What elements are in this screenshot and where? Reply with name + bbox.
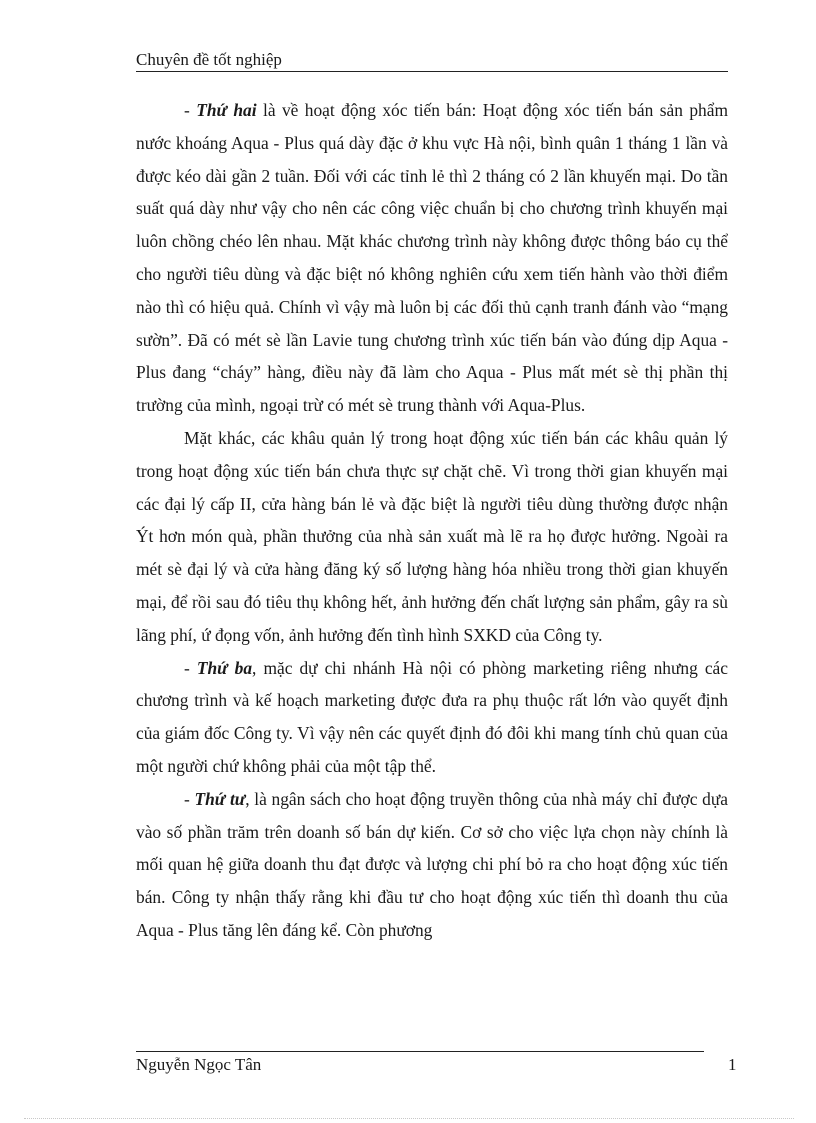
footer-rule [136,1051,704,1052]
paragraph-prefix: - [184,657,197,678]
page-number: 1 [728,1055,737,1074]
footer-author: Nguyễn Ngọc Tân [136,1055,262,1074]
body-text [136,94,728,947]
paragraph-thu-tu [136,783,728,947]
paragraph-lead: Thứ ba [196,657,253,678]
paragraph-prefix: - [184,100,197,120]
header-rule [136,71,728,72]
paragraph-lead: Thứ tư [194,788,246,809]
paragraph-thu-ba [136,652,728,783]
paragraph-text: Mặt khác, các khâu quản lý trong hoạt động xúc tiến bán các khâu quản lý trong hoạt động xúc tiến bán chưa thực sự chặt chẽ. Vì trong thời gian khuyến mại các đại lý cấp II, cửa hàng bán lẻ và đặc biệt là người tiêu dùng thường được nhận Ýt hơn món quà, phần thưởng của nhà sản xuất mà lẽ ra họ được hưởng. Ngoài ra mét sè đại lý và cửa hàng đăng ký số lượng hàng hóa nhiều trong thời gian khuyến mại, để rồi sau đó tiêu thụ không hết, ảnh hưởng đến chất lượng sản phẩm, gây ra sù lãng phí, ứ đọng vốn, ảnh hưởng đến tình hình SXKD của Công ty. [136,427,728,645]
paragraph-thu-hai [136,94,728,422]
page-edge-divider [24,1118,794,1119]
paragraph-text: , mặc dự chi nhánh Hà nội có phòng marketing riêng nhưng các chương trình và kế hoạch marketing được đưa ra phụ thuộc rất lớn vào quyết định của giám đốc Công ty. Vì vậy nên các quyết định đó đôi khi mang tính chủ quan của một người chứ không phải của một tập thể. [136,657,728,776]
paragraph-lead: Thứ hai [196,100,257,120]
paragraph-mat-khac [136,422,728,652]
paragraph-prefix: - [184,788,195,809]
paragraph-text: , là ngân sách cho hoạt động truyền thông của nhà máy chỉ được dựa vào số phần trăm trên doanh số bán dự kiến. Cơ sở cho việc lựa chọn này chính là mối quan hệ giữa doanh thu đạt được và lượng chi phí bỏ ra cho hoạt động xúc tiến bán. Công ty nhận thấy rằng khi đầu tư cho hoạt động xúc tiến thì doanh thu của Aqua - Plus tăng lên đáng kể. Còn phương [136,788,729,940]
paragraph-text: là về hoạt động xóc tiến bán: Hoạt động xóc tiến bán sản phẩm nước khoáng Aqua - Plus quá dày đặc ở khu vực Hà nội, bình quân 1 tháng 1 lần và được kéo dài gần 2 tuần. Đối với các tỉnh lẻ thì 2 tháng có 2 lần khuyến mại. Do tần suất quá dày như vậy cho nên các công việc chuẩn bị cho chương trình khuyến mại luôn chồng chéo lên nhau. Mặt khác chương trình này không được thông báo cụ thể cho người tiêu dùng và đặc biệt nó không nghiên cứu xem tiến hành vào thời điểm nào thì có hiệu quả. Chính vì vậy mà luôn bị các đối thủ cạnh tranh đánh vào “mạng sườn”. Đã có mét sè lần Lavie tung chương trình xúc tiến bán vào đúng dịp Aqua - Plus đang “cháy” hàng, điều này đã làm cho Aqua - Plus mất mét sè thị phần thị trường của mình, ngoại trừ có mét sè trung thành với Aqua-Plus. [136,100,728,416]
header-title: Chuyên đề tốt nghiệp [136,50,282,69]
